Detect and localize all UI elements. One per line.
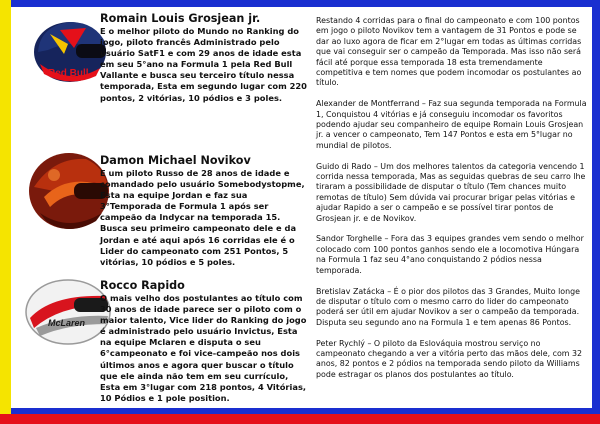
driver-bio: E um piloto Russo de 28 anos de idade e comandado pelo usuário Somebodystopme, Esta na equipe Jordan e faz sua 3°Temporada de Formula 1 após ser campeão da Indycar na temporada 15. Busca seu primeiro campeonato dele e da Jordan e até aqui após 16 corridas ele é o Lider do campeonato com 251 Pontos, 5 vitórias, 10 pódios e 5 poles. (100, 168, 305, 267)
driver-text-rapido (100, 279, 310, 404)
article-paragraph: Alexander de Montferrand – Faz sua segunda temporada na Formula 1, Conquistou 4 vitórias e já conseguiu incomodar os favoritos podendo ajudar seu companheiro de equipe Romain Louis Grosjean jr. a vencer o campeonato, Tem 147 Pontos e esta em 5°lugar no mundial de pilotos. (316, 99, 587, 150)
bottom-red-stripe (0, 414, 600, 424)
driver-name: Damon Michael Novikov (100, 154, 251, 167)
driver-text-grosjean (100, 12, 310, 104)
article-paragraph: Peter Rychlý – O piloto da Eslováquia mostrou serviço no campeonato chegando a ver a vitória perto das mãos dele, com 32 anos, 82 pontos e 2 pódios na temporada sendo piloto da Williams pode estragar os planos dos postulantes ao título. (316, 338, 583, 379)
driver-text-novikov (100, 154, 310, 268)
right-blue-stripe (592, 0, 600, 424)
helmet-logo-text: Red Bull (48, 68, 89, 79)
article-paragraph: Restando 4 corridas para o final do campeonato e com 100 pontos em jogo o piloto Novikov tem a vantagem de 31 Pontos e pode se dar ao luxo agora de ficar em 2°lugar em todas as últimas corridas que vai conseguir ser o campeão da Temporada. Mas isso não será fácil até porque essa temporada 18 esta tremendamente competitiva e tem nomes que podem incomodar os postulantes ao título. (316, 16, 582, 88)
driver-name: Rocco Rapido (100, 279, 185, 292)
driver-bio: O mais velho dos postulantes ao título com 30 anos de idade parece ser o piloto com o maior talento, Vice lider do Ranking do jogo é administrado pelo usuário Invictus, Esta na equipe Mclaren e disputa o seu 6°campeonato e foi vice-campeão nos dois últimos anos e agora quer buscar o título que ele ainda não tem em seu currículo, Esta em 3°lugar com 218 pontos, 4 Vitórias, 10 Pódios e 1 pole position. (100, 293, 307, 403)
helmet-logo-text: McLaren (48, 318, 86, 328)
article-paragraph: Bretislav Zatácka – É o pior dos pilotos das 3 Grandes, Muito longe de disputar o título com o mesmo carro do lider do campeonato poderá ser útil em ajudar Novikov a ser o campeão da temporada. Disputa seu segundo ano na Formula 1 e tem apenas 86 Pontos. (316, 286, 580, 327)
top-blue-stripe (0, 0, 600, 7)
left-yellow-stripe (0, 0, 11, 424)
bottom-yellow-corner (0, 408, 11, 414)
article-paragraph: Sandor Torghelle – Fora das 3 equipes grandes vem sendo o melhor colocado com 100 pontos ganhos sendo ele a locomotiva Húngara na Formula 1 faz seu 4°ano conquistando 2 pódios nessa temporada. (316, 234, 584, 275)
article-column (316, 16, 588, 391)
driver-bio: E o melhor piloto do Mundo no Ranking do jogo, piloto francês Administrado pelo usuário SatF1 e com 29 anos de idade esta em seu 5°ano na Formula 1 pela Red Bull Vallante e busca seu terceiro título nessa temporada, Esta em segundo lugar com 220 pontos, 2 vitórias, 10 pódios e 3 poles. (100, 26, 307, 103)
driver-name: Romain Louis Grosjean jr. (100, 12, 261, 25)
article-paragraph: Guido di Rado – Um dos melhores talentos da categoria vencendo 1 corrida nessa temporada, Mas as seguidas quebras de seu carro lhe tiraram a possibilidade de disputar o título (Tem chances muito remotas de título) Sem dúvida vai procurar brigar pelas vitórias e ajudar Rapido a ser o campeão e se possível tirar pontos de Grosjean jr. e de Novikov. (316, 161, 586, 223)
